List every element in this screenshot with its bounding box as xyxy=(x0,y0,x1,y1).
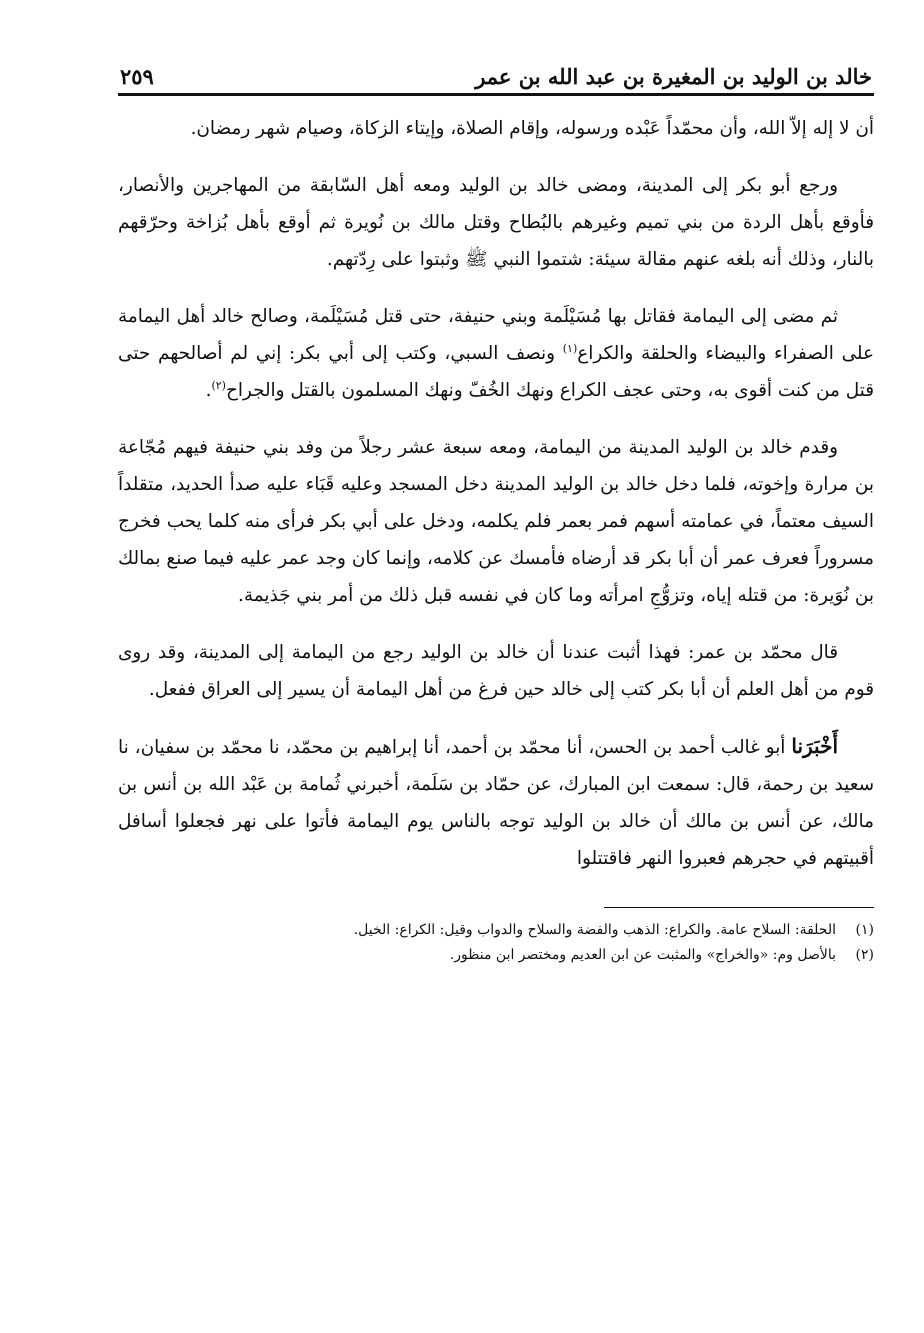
footnotes xyxy=(118,918,874,968)
footnote-ref-2[interactable]: (٢) xyxy=(211,378,226,392)
paragraph-3-part-3: . xyxy=(205,380,212,401)
paragraph-6-text: أبو غالب أحمد بن الحسن، أنا محمّد بن أحمد، أنا إبراهيم بن محمّد، نا محمّد بن سفيان، نا سعيد بن رحمة، قال: سمعت ابن المبارك، عن حمّاد بن سَلَمة، أخبرني ثُمامة بن عَبْد الله بن أنس بن مالك، عن أنس بن مالك أن خالد بن الوليد توجه بالناس يوم اليمامة فأتوا على نهر فجعلوا أسافل أقبيتهم في حجرهم فعبروا النهر فاقتتلوا xyxy=(118,737,874,869)
footnote-divider xyxy=(604,907,874,908)
footnote-2 xyxy=(118,943,874,968)
footnote-1 xyxy=(118,918,874,943)
page-number: ٢٥٩ xyxy=(120,64,154,89)
footnote-ref-1[interactable]: (١) xyxy=(562,341,578,355)
paragraph-3-part-2: ونصف السبي، وكتب إلى أبي بكر: إني لم أصالحهم حتى قتل من كنت أقوى به، وحتى عجف الكراع ونهك الخُفّ ونهك المسلمون بالقتل والجراح xyxy=(118,343,874,401)
main-text xyxy=(118,110,874,877)
footnote-2-text: بالأصل وم: «والخراج» والمثبت عن ابن العديم ومختصر ابن منظور. xyxy=(449,947,836,963)
isnad-lead-word: أَخْبَرَنا xyxy=(791,734,838,758)
page-header xyxy=(118,55,874,96)
book-page xyxy=(118,55,874,968)
paragraph-3 xyxy=(118,298,874,409)
paragraph-4: وقدم خالد بن الوليد المدينة من اليمامة، ومعه سبعة عشر رجلاً من وفد بني حنيفة فيهم مُجّاعة بن مرارة وإخوته، فلما دخل خالد بن الوليد المدينة دخل المسجد وعليه قَبَاء عليه صدأ الحديد، متقلداً السيف معتماً، في عمامته أسهم فمر بعمر فلم يكلمه، ودخل على أبي بكر فرأى منه كلما يحب فخرج مسروراً فعرف عمر أن أبا بكر قد أرضاه فأمسك عن كلامه، وإنما كان وجد عمر عليه فيما صنع بمالك بن نُوَيرة: من قتله إياه، وتزوُّجِ امرأته وما كان في نفسه قبل ذلك من أمر بني جَذيمة. xyxy=(118,437,874,606)
footnote-1-text: الحلقة: السلاح عامة. والكراع: الذهب والفضة والسلاح والدواب وقيل: الكراع: الخيل. xyxy=(353,922,836,938)
footnote-2-number: (٢) xyxy=(855,947,874,963)
paragraph-2: ورجع أبو بكر إلى المدينة، ومضى خالد بن الوليد ومعه أهل السّابقة من المهاجرين والأنصار، فأوقع بأهل الردة من بني تميم وغيرهم بالبُطاح وقتل مالك بن نُويرة ثم أوقع بأهل بُزاخة وحرّقهم بالنار، وذلك أنه بلغه عنهم مقالة سيئة: شتموا النبي ﷺ وثبتوا على رِدّتهم. xyxy=(118,175,874,270)
footnote-1-number: (١) xyxy=(855,922,874,938)
paragraph-5: قال محمّد بن عمر: فهذا أثبت عندنا أن خالد بن الوليد رجع من اليمامة إلى المدينة، وقد روى قوم من أهل العلم أن أبا بكر كتب إلى خالد حين فرغ من أهل اليمامة أن يسير إلى العراق ففعل. xyxy=(118,642,874,700)
running-title: خالد بن الوليد بن المغيرة بن عبد الله بن عمر xyxy=(475,64,872,89)
paragraph-3-part-1: ثم مضى إلى اليمامة فقاتل بها مُسَيْلَمة وبني حنيفة، حتى قتل مُسَيْلَمة، وصالح خالد أهل اليمامة على الصفراء والبيضاء والحلقة والكراع xyxy=(118,306,874,364)
paragraph-6 xyxy=(118,728,874,877)
paragraph-1: أن لا إله إلاّ الله، وأن محمّداً عَبْده ورسوله، وإقام الصلاة، وإيتاء الزكاة، وصيام شهر رمضان. xyxy=(190,118,874,139)
